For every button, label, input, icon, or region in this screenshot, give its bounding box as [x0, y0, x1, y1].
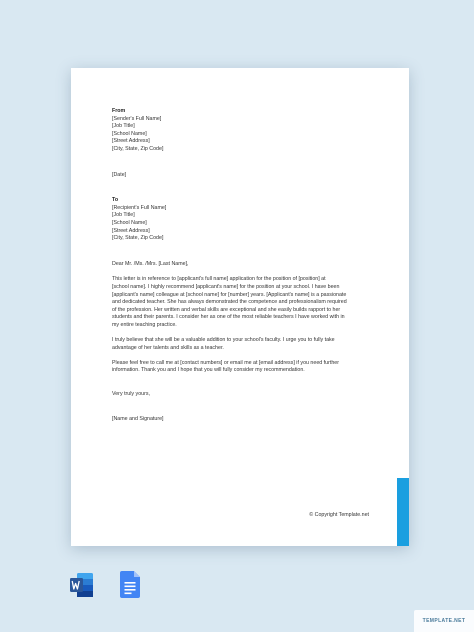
body-paragraph-2: [112, 337, 382, 352]
salutation: Dear Mr. /Ms. /Mrs. [Last Name],: [112, 260, 189, 267]
paragraph-line: [applicant's name] colleague at [school name] for [number] years. [Applicant's name] is a passionate: [112, 291, 347, 298]
closing: Very truly yours,: [112, 390, 150, 397]
to-line: [Recipient's Full Name]: [112, 204, 167, 211]
copyright-text: © Copyright Template.net: [309, 512, 369, 518]
paragraph-line: This letter is in reference to [applicant's full name] application for the position of [position] at: [112, 276, 326, 283]
paragraph-line: information. Thank you and I hope that you will fully consider my recommendation.: [112, 367, 305, 374]
to-line: [Street Address]: [112, 227, 150, 234]
word-icon[interactable]: [70, 572, 94, 598]
signature: [Name and Signature]: [112, 416, 164, 423]
paragraph-line: I truly believe that she will be a valuable addition to your school's faculty. I urge you to fully take: [112, 337, 335, 344]
body-paragraph-3: [112, 360, 382, 375]
paragraph-line: students and their parents. I consider her as one of the most reliable teachers I have worked with in: [112, 314, 345, 321]
letter-body: [112, 108, 382, 424]
paragraph-line: of the profession. Her written and verbal skills are exceptional and she easily builds rapport to her: [112, 306, 341, 313]
paragraph-line: [school name]. I highly recommend [applicant's name] for the position at your school. I have been: [112, 283, 340, 290]
paragraph-line: my entire teaching practice.: [112, 321, 177, 328]
from-label: From: [112, 108, 126, 114]
to-line: [School Name]: [112, 219, 147, 226]
from-line: [Job Title]: [112, 123, 135, 130]
from-line: [Sender's Full Name]: [112, 115, 162, 122]
to-label: To: [112, 197, 119, 204]
letter-date: [Date]: [112, 171, 127, 178]
paragraph-line: and dedicated teacher. She has always demonstrated the competence and professionalism required: [112, 299, 347, 306]
from-line: [School Name]: [112, 130, 147, 137]
accent-bar: [397, 478, 409, 546]
from-line: [Street Address]: [112, 138, 150, 145]
from-line: [City, State, Zip Code]: [112, 145, 164, 152]
body-paragraph-1: [112, 276, 382, 329]
to-line: [City, State, Zip Code]: [112, 235, 164, 242]
google-docs-icon[interactable]: [120, 571, 140, 598]
paragraph-line: advantage of her talents and skills as a teacher.: [112, 344, 224, 351]
to-line: [Job Title]: [112, 212, 135, 219]
badge-label: TEMPLATE.NET: [422, 618, 466, 624]
template-net-badge[interactable]: [414, 610, 474, 632]
paragraph-line: Please feel free to call me at [contact numbers] or email me at [email address] if you need further: [112, 359, 339, 366]
